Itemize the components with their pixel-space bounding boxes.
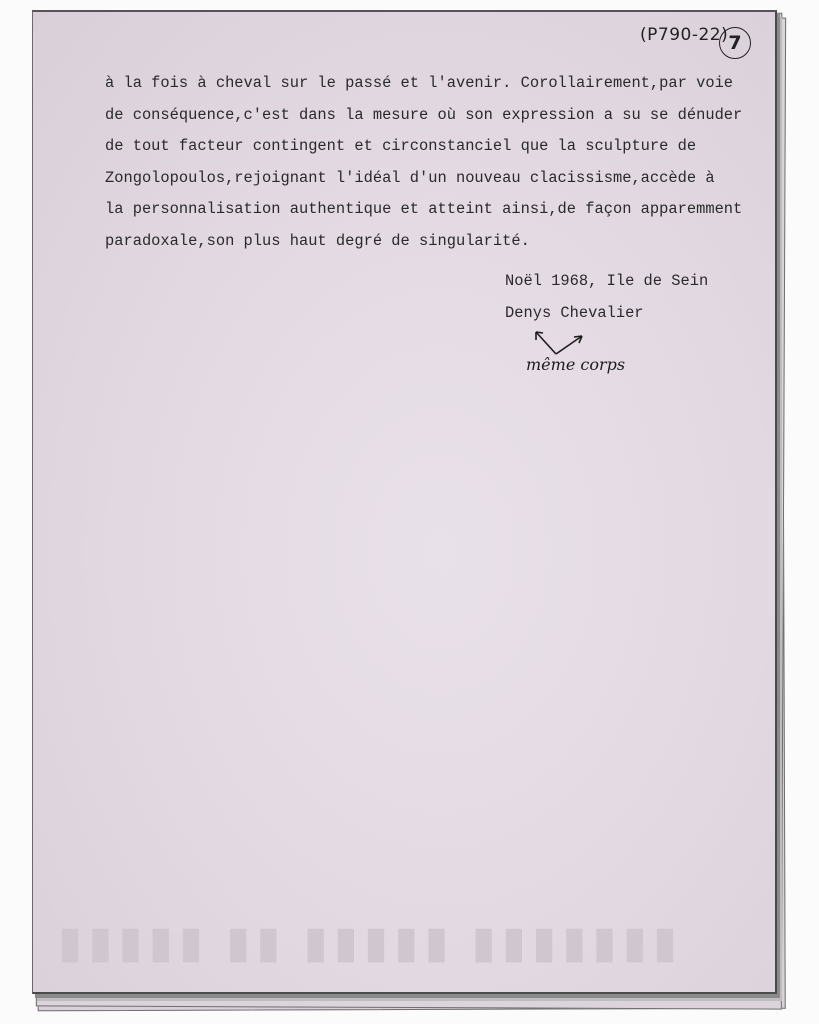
body-line: Zongolopoulos,rejoignant l'idéal d'un nouveau clacissisme,accède à (105, 168, 715, 187)
body-line: de conséquence,c'est dans la mesure où son expression a su se dénuder (105, 105, 743, 124)
body-line: à la fois à cheval sur le passé et l'avenir. Corollairement,par voie (105, 74, 734, 92)
page-number-circled: 7 (719, 27, 751, 59)
body-text (105, 68, 765, 258)
signature-block (505, 266, 708, 329)
bleed-through-shadow: ▮▮▮▮▮ ▮▮ ▮▮▮▮▮ ▮▮▮▮▮▮▮ (58, 918, 684, 967)
archive-reference: (P790-22) (640, 25, 729, 45)
date-place: Noël 1968, Ile de Sein (505, 272, 709, 290)
body-line: de tout facteur contingent et circonstanciel que la sculpture de (105, 137, 697, 156)
body-line: paradoxale,son plus haut degré de singularité. (105, 231, 530, 250)
handwritten-arrows-icon (528, 326, 588, 358)
handwritten-note: même corps (526, 355, 626, 374)
body-line: la personnalisation authentique et atteint ainsi,de façon apparemment (105, 200, 743, 219)
author-name: Denys Chevalier (505, 303, 644, 322)
